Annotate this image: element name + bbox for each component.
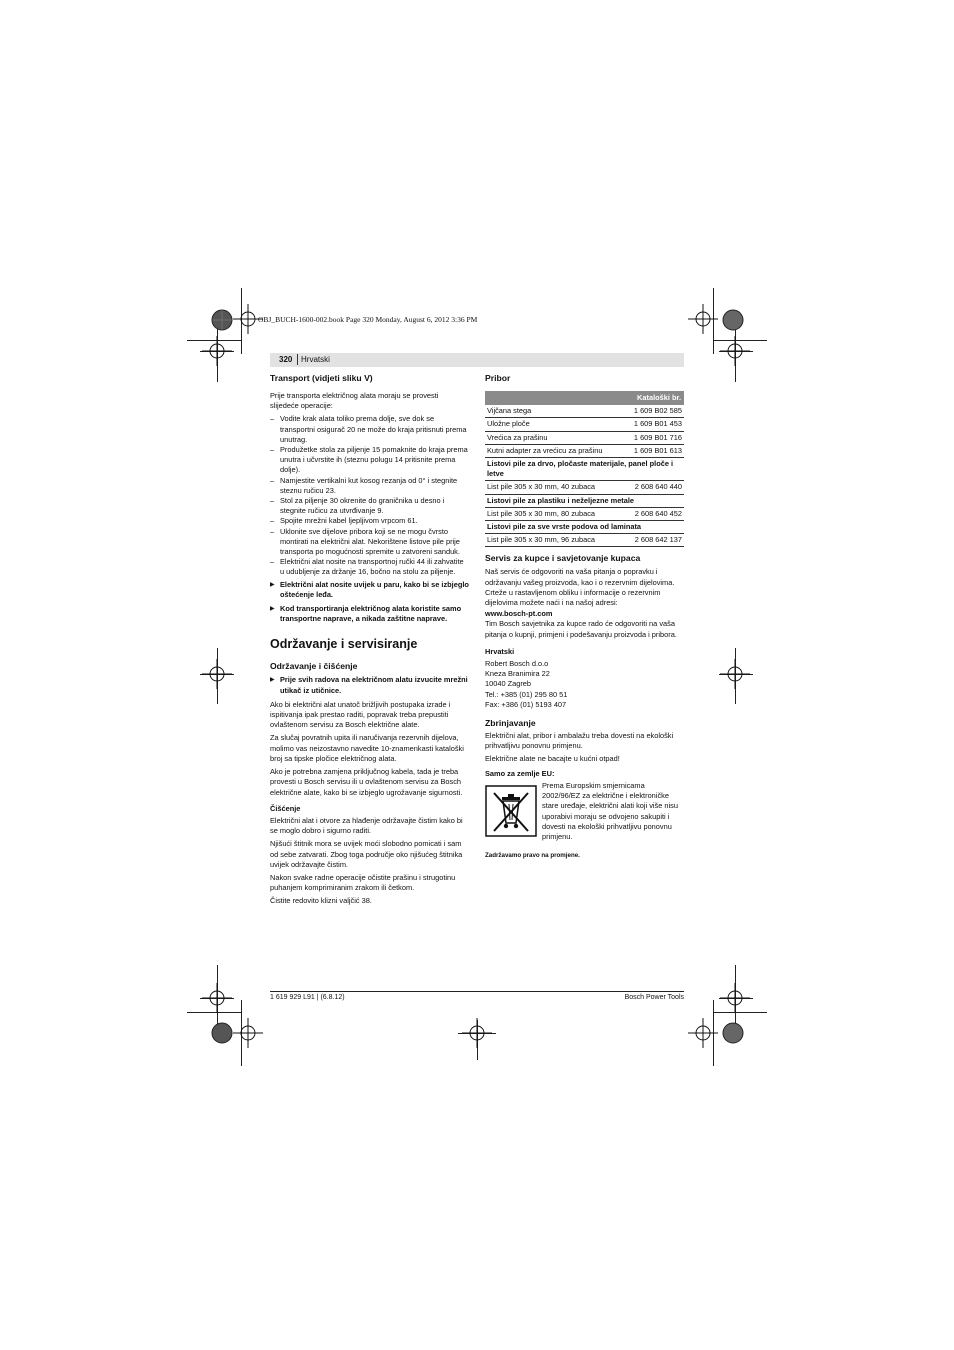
group-label: Listovi pile za sve vrste podova od laminata (485, 521, 684, 534)
crosshair-mark-icon (231, 1016, 265, 1050)
crosshair-mark-icon (718, 981, 752, 1015)
address-line: Tel.: +385 (01) 295 80 51 (485, 689, 568, 699)
left-column (270, 373, 469, 910)
crosshair-mark-icon (718, 334, 752, 368)
address-block (485, 659, 684, 710)
crosshair-mark-icon (686, 1016, 720, 1050)
group-label: Listovi pile za plastiku i neželjezne metale (485, 494, 684, 507)
right-column (485, 373, 684, 864)
item-number: 2 608 640 440 (621, 481, 684, 494)
paragraph: Ako je potrebna zamjena priključnog kabela, tada je treba provesti u Bosch servisu ili u ovlaštenom servisu za Bosch električne alate, kako bi se izbjeglo ugrožavanje sigurnosti. (270, 767, 463, 797)
table-group-row (485, 458, 684, 481)
eu-block (485, 781, 684, 847)
item-name: Vrećica za prašinu (485, 431, 621, 444)
item-number: 1 609 B01 613 (621, 444, 684, 457)
subsection-title: Održavanje i čišćenje (270, 661, 358, 672)
paragraph: Električni alat i otvore za hlađenje održavajte čistim kako bi se moglo dobro i sigurno raditi. (270, 815, 463, 836)
eu-title: Samo za zemlje EU: (485, 768, 555, 778)
group-label: Listovi pile za drvo, pločaste materijale, panel ploče i letve (485, 458, 684, 481)
arrow-bullet-icon: ▶ (270, 677, 275, 684)
arrow-bullet-icon: ▶ (270, 606, 275, 613)
paragraph: Električne alate ne bacajte u kućni otpad! (485, 754, 620, 764)
list-item: – Namjestite vertikalni kut kosog rezanja od 0° i stegnite steznu ručicu 23. (270, 475, 458, 495)
accessories-title: Pribor (485, 373, 511, 383)
service-title: Servis za kupce i savjetovanje kupaca (485, 553, 641, 564)
file-info: OBJ_BUCH-1600-002.book Page 320 Monday, August 6, 2012 3:36 PM (258, 315, 478, 324)
item-number: 1 609 B01 453 (621, 418, 684, 431)
crosshair-mark-icon (686, 302, 720, 336)
accessories-table (485, 391, 684, 547)
list-item: – Produžetke stola za piljenje 15 pomaknite do kraja prema unutra i učvrstite ih (steznu polugu 14 pritisnite prema dolje). (270, 445, 468, 475)
address-line: Fax: +386 (01) 5193 407 (485, 699, 567, 709)
item-name: Vijčana stega (485, 405, 621, 418)
crosshair-mark-icon (460, 1016, 494, 1050)
paragraph: Čistite redovito klizni valjčić 38. (270, 896, 372, 906)
paragraph: Tim Bosch savjetnika za kupce rado će odgovoriti na vaša pitanja o kupnji, primjeni i podešavanju proizvoda i pribora. (485, 619, 677, 639)
table-row (485, 481, 684, 494)
footer-right: Bosch Power Tools (624, 994, 684, 1001)
list-item: – Električni alat nosite na transportnoj ručki 44 ili zahvatite u udubljenje za držanje 16, bočno na stolu za piljenje. (270, 557, 464, 577)
table-group-row (485, 521, 684, 534)
item-name: List pile 305 x 30 mm, 96 zubaca (485, 534, 621, 547)
item-name: Uložne ploče (485, 418, 621, 431)
item-number: 1 609 B01 716 (621, 431, 684, 444)
registration-circle-icon (716, 1016, 750, 1050)
table-group-row (485, 494, 684, 507)
section-title: Održavanje i servisiranje (270, 637, 418, 652)
paragraph: Njišući štitnik mora se uvijek moći slobodno pomicati i sam od sebe zatvarati. Zbog toga područje oko njišućeg štitnika uvijek održavajte čistim. (270, 839, 463, 869)
disposal-title: Zbrinjavanje (485, 718, 536, 729)
table-row (485, 534, 684, 547)
transport-intro: Prije transporta električnog alata moraju se provesti slijedeće operacije: (270, 391, 439, 411)
crosshair-mark-icon (200, 334, 234, 368)
item-number: 1 609 B02 585 (621, 405, 684, 418)
page-number: 320 (279, 355, 293, 364)
reserve-note: Zadržavamo pravo na promjene. (485, 851, 580, 859)
website-link[interactable]: www.bosch-pt.com (485, 609, 553, 619)
item-number: 2 608 640 452 (621, 507, 684, 520)
list-item: – Spojite mrežni kabel ljepljivom vrpcom 61. (270, 516, 418, 526)
arrow-bullet-icon: ▶ (270, 581, 275, 588)
table-row (485, 418, 684, 431)
address-line: Robert Bosch d.o.o (485, 659, 549, 669)
table-row (485, 431, 684, 444)
list-item: – Uklonite sve dijelove pribora koji se ne mogu čvrsto montirati na električni alat. Nekorištene listove pile prije transporta po mogućnosti spremite u zatvoreni sanduk. (270, 526, 460, 557)
crosshair-mark-icon (718, 657, 752, 691)
paragraph: Električni alat, pribor i ambalažu treba dovesti na ekološki prihvatljivu ponovnu primjenu. (485, 731, 674, 751)
list-item: – Stol za piljenje 30 okrenite do graničnika u desno i stegnite ručicu za utvrđivanje 9. (270, 496, 445, 516)
footer-left: 1 619 929 L91 | (6.8.12) (270, 994, 345, 1001)
footer-rule (270, 991, 684, 992)
eu-text: Prema Europskim smjernicama 2002/96/EZ za električne i elektroničke stare uređaje, električni alati koji više nisu uporabivi moraju se odvojeno sakupiti i dovesti na ekološki prihvatljivu ponovnu primjenu. (542, 780, 678, 841)
warning-note: ▶ Električni alat nosite uvijek u paru, kako bi se izbjeglo oštećenje leđa. (270, 579, 469, 599)
table-row (485, 444, 684, 457)
crosshair-mark-icon (200, 981, 234, 1015)
paragraph: Nakon svake radne operacije očistite prašinu i strugotinu puhanjem komprimiranim zrakom ili četkom. (270, 872, 456, 893)
table-row (485, 405, 684, 418)
item-name: List pile 305 x 30 mm, 40 zubaca (485, 481, 621, 494)
page-header (270, 353, 684, 367)
cleaning-title: Čišćenje (270, 803, 301, 813)
header-language: Hrvatski (301, 355, 330, 364)
registration-circle-icon (716, 303, 750, 337)
paragraph: Za slučaj povratnih upita ili naručivanja rezervnih dijelova, molimo vas neizostavno navedite 10-znamenkasti kataloški broj sa tipske pločice električnog alata. (270, 733, 464, 763)
paragraph: Naš servis će odgovoriti na vaša pitanja o popravku i održavanju vašeg proizvoda, kao i o rezervnim dijelovima. Crteže u rastavljenom obliku i informacije o rezervnim dijelovima možete naći i na našoj adresi: (485, 567, 675, 608)
table-header: Kataloški br. (485, 391, 684, 405)
address-line: 10040 Zagreb (485, 679, 532, 689)
country-title: Hrvatski (485, 646, 515, 656)
address-line: Kneza Branimira 22 (485, 669, 550, 679)
item-name: Kutni adapter za vrećicu za prašinu (485, 444, 621, 457)
item-name: List pile 305 x 30 mm, 80 zubaca (485, 507, 621, 520)
list-item: – Vodite krak alata toliko prema dolje, sve dok se transportni osigurač 20 ne može do kraja pritisnuti prema unutrag. (270, 414, 467, 444)
transport-title: Transport (vidjeti sliku V) (270, 373, 373, 383)
table-row (485, 507, 684, 520)
item-number: 2 608 642 137 (621, 534, 684, 547)
paragraph: Ako bi električni alat unatoč brižljivih postupaka izrade i ispitivanja ipak prestao raditi, popravak treba prepustiti ovlaštenom servisu za Bosch električne alate. (270, 699, 451, 730)
warning-note: ▶ Kod transportiranja električnog alata koristite samo transportne naprave, a nikada zaštitne naprave. (270, 604, 462, 624)
warning-note: ▶ Prije svih radova na električnom alatu izvucite mrežni utikač iz utičnice. (270, 675, 468, 695)
crosshair-mark-icon (200, 657, 234, 691)
header-divider (297, 354, 298, 365)
crossed-out-bin-icon (485, 785, 537, 837)
